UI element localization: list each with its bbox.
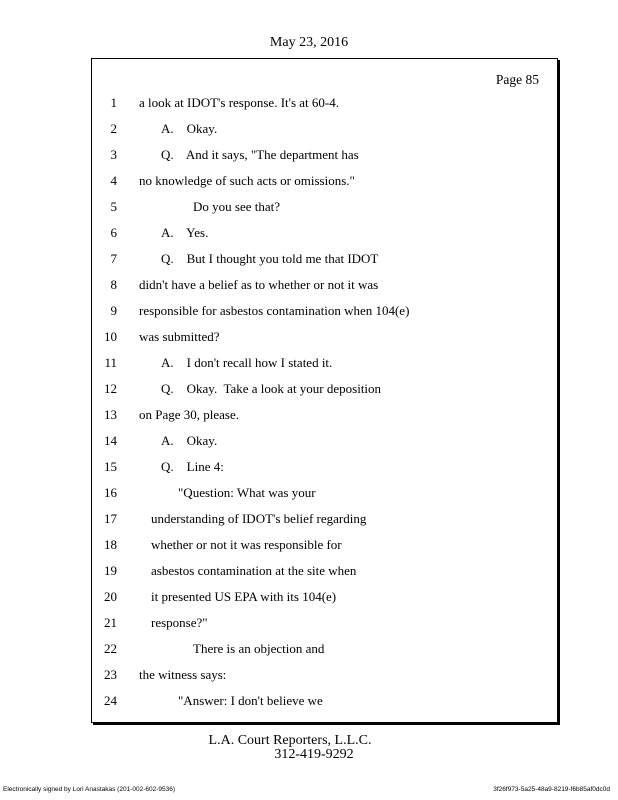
- line-text: Q. Okay. Take a look at your deposition: [161, 381, 382, 396]
- transcript-line: [92, 350, 557, 376]
- line-number: 12: [104, 381, 117, 396]
- transcript-line: [92, 116, 557, 142]
- line-number: 9: [110, 303, 117, 318]
- transcript-line: [92, 168, 557, 194]
- transcript-line: [92, 220, 557, 246]
- line-text: asbestos contamination at the site when: [151, 563, 357, 578]
- line-text: it presented US EPA with its 104(e): [151, 589, 337, 604]
- transcript-line: [92, 636, 557, 662]
- line-number: 10: [104, 329, 117, 344]
- line-text: on Page 30, please.: [139, 407, 240, 422]
- transcript-line: [92, 428, 557, 454]
- line-number: 6: [110, 225, 117, 240]
- line-text: responsible for asbestos contamination when 104(e): [139, 303, 410, 318]
- line-number: 4: [110, 173, 117, 188]
- footer-company: L.A. Court Reporters, L.L.C.: [208, 733, 372, 748]
- transcript-line: [92, 142, 557, 168]
- transcript-line: [92, 402, 557, 428]
- line-number: 19: [104, 563, 117, 578]
- line-number: 8: [110, 277, 117, 292]
- line-number: 18: [104, 537, 117, 552]
- transcript-line: [92, 688, 557, 714]
- page-number: Page 85: [495, 72, 539, 87]
- header-date: May 23, 2016: [269, 35, 349, 50]
- line-text: A. Okay.: [161, 433, 218, 448]
- transcript-line: [92, 194, 557, 220]
- line-text: A. Yes.: [161, 225, 209, 240]
- transcript-line: [92, 246, 557, 272]
- transcript-line: [92, 506, 557, 532]
- line-text: was submitted?: [139, 329, 220, 344]
- transcript-line: [92, 376, 557, 402]
- line-number: 24: [104, 693, 117, 708]
- transcript-line: [92, 298, 557, 324]
- footer-phone: 312-419-9292: [274, 747, 354, 762]
- line-text: Q. And it says, "The department has: [161, 147, 359, 162]
- line-text: response?": [151, 615, 208, 630]
- line-number: 17: [104, 511, 117, 526]
- line-number: 2: [110, 121, 117, 136]
- line-number: 13: [104, 407, 117, 422]
- line-number: 20: [104, 589, 117, 604]
- line-number: 7: [110, 251, 117, 266]
- line-number: 5: [110, 199, 117, 214]
- transcript-line: [92, 272, 557, 298]
- transcript-line: [92, 584, 557, 610]
- line-text: didn't have a belief as to whether or not it was: [139, 277, 379, 292]
- transcript-line: [92, 610, 557, 636]
- line-number: 3: [110, 147, 117, 162]
- line-text: A. I don't recall how I stated it.: [161, 355, 333, 370]
- line-text: no knowledge of such acts or omissions.": [139, 173, 355, 188]
- line-number: 23: [104, 667, 117, 682]
- line-text: Do you see that?: [193, 199, 281, 214]
- transcript-line: [92, 480, 557, 506]
- line-text: Q. But I thought you told me that IDOT: [161, 251, 379, 266]
- line-text: A. Okay.: [161, 121, 218, 136]
- transcript-line: [92, 90, 557, 116]
- line-number: 14: [104, 433, 117, 448]
- electronic-signature-note: Electronically signed by Lori Anastakas (201-002-602-9536): [3, 786, 175, 793]
- transcript-line: [92, 324, 557, 350]
- line-text: Q. Line 4:: [161, 459, 224, 474]
- transcript-line: [92, 454, 557, 480]
- line-number: 1: [110, 95, 117, 110]
- line-number: 16: [104, 485, 117, 500]
- line-number: 21: [104, 615, 117, 630]
- transcript-page: [91, 58, 558, 723]
- line-number: 11: [104, 355, 117, 370]
- transcript-line: [92, 558, 557, 584]
- line-text: whether or not it was responsible for: [151, 537, 342, 552]
- transcript-line: [92, 662, 557, 688]
- line-text: There is an objection and: [193, 641, 325, 656]
- line-number: 15: [104, 459, 117, 474]
- line-text: understanding of IDOT's belief regarding: [151, 511, 367, 526]
- line-text: "Question: What was your: [178, 485, 316, 500]
- line-text: a look at IDOT's response. It's at 60-4.: [139, 95, 340, 110]
- document-id: 3f26f973-5a25-48a9-8219-f6b85af0dc0d: [493, 786, 610, 793]
- line-text: "Answer: I don't believe we: [178, 693, 323, 708]
- line-text: the witness says:: [139, 667, 227, 682]
- transcript-line: [92, 532, 557, 558]
- line-number: 22: [104, 641, 117, 656]
